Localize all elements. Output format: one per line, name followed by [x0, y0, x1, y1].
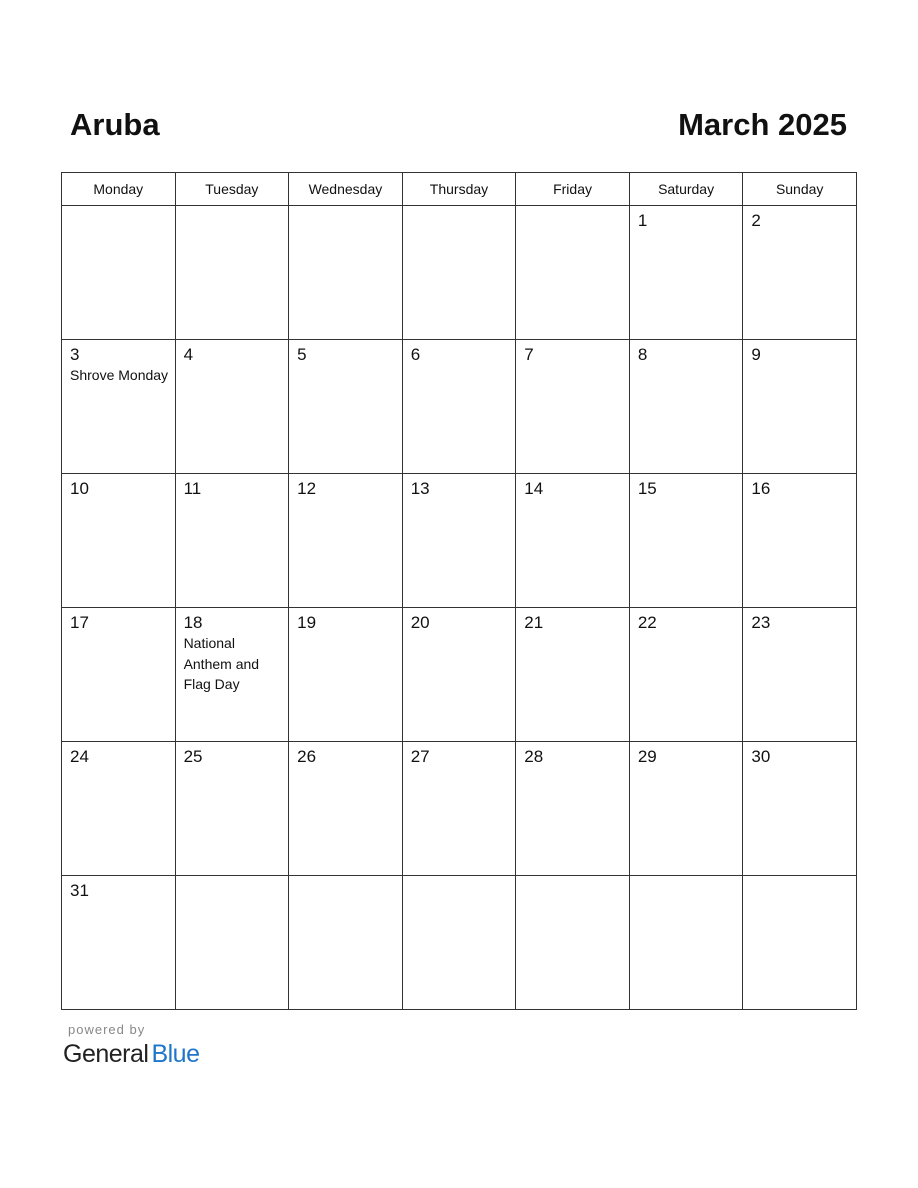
day-cell — [629, 206, 743, 340]
weekday-header: Sunday — [743, 173, 857, 206]
day-cell — [402, 474, 516, 608]
week-row — [62, 742, 857, 876]
day-cell — [743, 876, 857, 1010]
calendar-grid — [61, 172, 857, 1010]
logo-text-blue: Blue — [151, 1040, 200, 1068]
day-cell — [402, 340, 516, 474]
day-number: 2 — [751, 211, 761, 230]
day-number: 30 — [751, 747, 771, 766]
day-number: 23 — [751, 613, 771, 632]
day-cell — [402, 206, 516, 340]
day-cell — [62, 206, 176, 340]
day-number: 21 — [524, 613, 544, 632]
day-cell — [743, 206, 857, 340]
day-cell — [175, 876, 289, 1010]
day-number: 8 — [637, 345, 648, 364]
week-row — [62, 876, 857, 1010]
day-number: 9 — [751, 345, 761, 364]
day-cell — [289, 340, 403, 474]
week-row — [62, 206, 857, 340]
day-cell — [62, 876, 176, 1010]
weekday-header-row — [62, 173, 857, 206]
day-number: 18 — [183, 613, 203, 632]
day-number: 27 — [410, 747, 430, 766]
day-cell — [289, 474, 403, 608]
day-number: 14 — [524, 479, 544, 498]
powered-by-label: powered by — [68, 1022, 146, 1037]
day-number: 28 — [524, 747, 544, 766]
day-number: 4 — [183, 345, 194, 364]
day-number: 17 — [70, 613, 89, 632]
day-cell — [743, 742, 857, 876]
country-title: Aruba — [70, 107, 160, 142]
day-cell — [743, 608, 857, 742]
weekday-header: Monday — [62, 173, 176, 206]
day-number: 10 — [70, 479, 89, 498]
day-cell — [629, 474, 743, 608]
day-cell — [516, 206, 630, 340]
logo-text-general: General — [63, 1040, 149, 1068]
week-row — [62, 474, 857, 608]
day-number: 15 — [637, 479, 657, 498]
day-cell — [175, 742, 289, 876]
day-number: 25 — [183, 747, 203, 766]
day-number: 22 — [637, 613, 657, 632]
day-cell — [402, 876, 516, 1010]
day-cell — [743, 474, 857, 608]
day-number: 13 — [410, 479, 430, 498]
holiday-label: National Anthem and Flag Day — [183, 635, 260, 692]
week-row — [62, 340, 857, 474]
day-number: 24 — [70, 747, 89, 766]
day-cell — [62, 742, 176, 876]
weekday-header: Saturday — [629, 173, 743, 206]
holiday-label: Shrove Monday — [70, 367, 169, 383]
day-number: 16 — [751, 479, 771, 498]
day-number: 29 — [637, 747, 657, 766]
day-cell — [629, 608, 743, 742]
day-cell — [516, 474, 630, 608]
day-number: 5 — [297, 345, 307, 364]
day-cell — [516, 876, 630, 1010]
weekday-header: Wednesday — [289, 173, 403, 206]
day-cell — [629, 340, 743, 474]
day-cell — [402, 608, 516, 742]
weekday-header: Thursday — [402, 173, 516, 206]
day-number: 31 — [70, 881, 89, 900]
day-cell — [175, 608, 289, 742]
day-cell — [62, 340, 176, 474]
day-cell — [289, 876, 403, 1010]
day-number: 1 — [637, 211, 648, 230]
day-number: 20 — [410, 613, 430, 632]
day-number: 12 — [297, 479, 317, 498]
day-cell — [743, 340, 857, 474]
generalblue-logo[interactable] — [63, 1039, 200, 1069]
day-number: 11 — [183, 479, 202, 498]
day-cell — [402, 742, 516, 876]
day-number: 26 — [297, 747, 317, 766]
day-cell — [289, 206, 403, 340]
day-cell — [289, 742, 403, 876]
day-cell — [62, 474, 176, 608]
weekday-header: Tuesday — [175, 173, 289, 206]
day-number: 7 — [524, 345, 534, 364]
day-cell — [175, 340, 289, 474]
day-cell — [175, 206, 289, 340]
day-cell — [629, 742, 743, 876]
day-cell — [516, 742, 630, 876]
day-cell — [516, 340, 630, 474]
day-cell — [629, 876, 743, 1010]
day-cell — [175, 474, 289, 608]
day-number: 6 — [410, 345, 421, 364]
month-year-title: March 2025 — [678, 107, 847, 142]
day-cell — [62, 608, 176, 742]
weekday-header: Friday — [516, 173, 630, 206]
day-number: 3 — [70, 345, 80, 364]
day-cell — [516, 608, 630, 742]
day-cell — [289, 608, 403, 742]
day-number: 19 — [297, 613, 317, 632]
week-row — [62, 608, 857, 742]
